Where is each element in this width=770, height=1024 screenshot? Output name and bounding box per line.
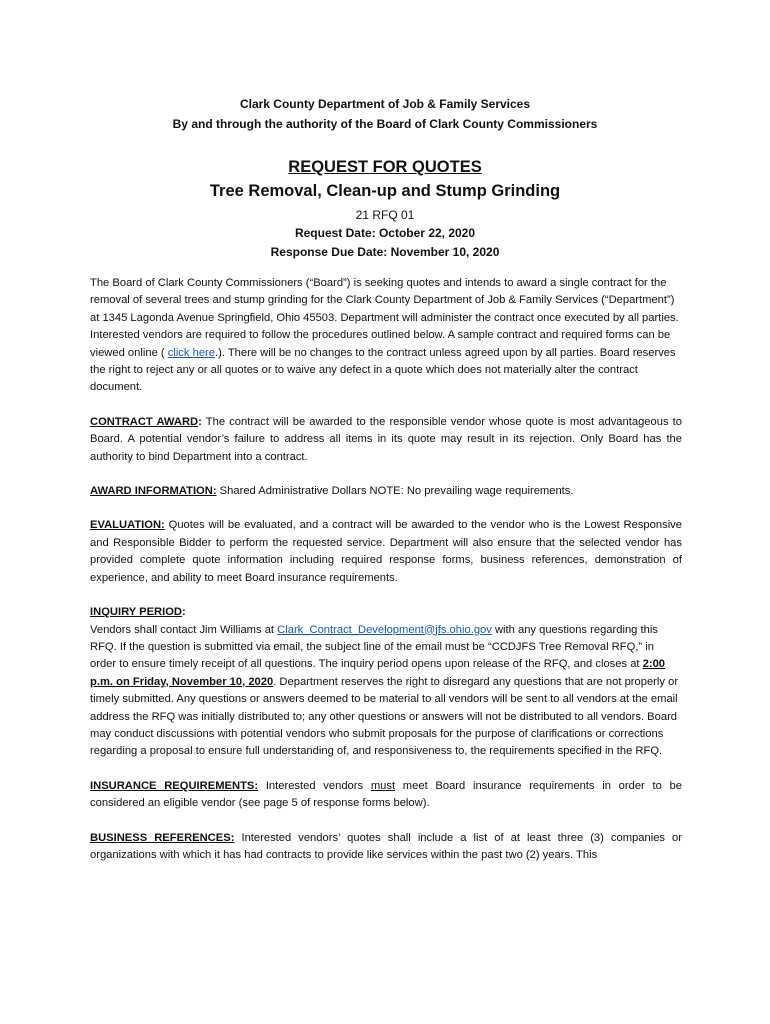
contract-award-heading: CONTRACT AWARD <box>90 415 199 428</box>
inquiry-period-heading: INQUIRY PERIOD <box>90 606 183 619</box>
contract-award-section: CONTRACT AWARD: The contract will be awarded to the responsible vendor whose quote is most advantageous to Board. A potential vendor’s failure to address all items in its quote may result in its rejection. Only Board has the authority to bind Department into a contract. <box>90 415 682 463</box>
response-due-date: Response Due Date: November 10, 2020 <box>270 245 500 259</box>
rfq-number: 21 RFQ 01 <box>355 208 415 222</box>
award-information-heading: AWARD INFORMATION: <box>90 485 217 498</box>
business-references-heading: BUSINESS REFERENCES: <box>90 831 235 844</box>
contact-email-link[interactable]: Clark_Contract_Development@jfs.ohio.gov <box>277 623 492 636</box>
must-emphasis: must <box>370 779 396 792</box>
document-header <box>0 94 770 134</box>
business-references-section: BUSINESS REFERENCES: Interested vendors’ quotes shall include a list of at least three (3) companies or organizations with which it has had contracts to provide like services within the past two (2) years. This <box>90 831 682 861</box>
click-here-link[interactable]: click here <box>167 346 215 359</box>
evaluation-section: EVALUATION: Quotes will be evaluated, and a contract will be awarded to the vendor who is the Lowest Responsive and Responsible Bidder to perform the requested service. Department will also ensure that the selected vendor has provided complete quote information including required response forms, business references, demonstration of experience, and ability to meet Board insurance requirements. <box>90 519 682 584</box>
title-block <box>0 155 770 262</box>
insurance-section: INSURANCE REQUIREMENTS: Interested vendors must meet Board insurance requirements in order to be considered an eligible vendor (see page 5 of response forms below). <box>90 779 682 810</box>
authority-line: By and through the authority of the Board of Clark County Commissioners <box>172 117 598 131</box>
document-subtitle: Tree Removal, Clean-up and Stump Grinding <box>209 182 561 200</box>
document-body <box>90 275 682 881</box>
evaluation-heading: EVALUATION: <box>90 519 165 532</box>
inquiry-period-section: INQUIRY PERIOD: Vendors shall contact Jim Williams at Clark_Contract_Development@jfs.ohio.gov with any questions regarding this RFQ. If the question is submitted via email, the subject line of the email must be “CCDJFS Tree Removal RFQ,” in order to ensure timely receipt of all questions. The inquiry period opens upon release of the RFQ, and closes at 2:00 p.m. on Friday, November 10, 2020. Department reserves the right to disregard any questions that are not properly or timely submitted. Any questions or answers deemed to be material to all vendors will be sent to all vendors at the email address the RFQ was initially distributed to; any other questions or answers will not be distributed to all vendors. Board may conduct discussions with potential vendors who submit proposals for the purpose of clarifications or corrections regarding a proposal to ensure full understanding of, and responsiveness to, the requirements specified in the RFQ. <box>90 606 679 758</box>
document-title: REQUEST FOR QUOTES <box>288 158 482 176</box>
award-information-section: AWARD INFORMATION: Shared Administrative Dollars NOTE: No prevailing wage requirements. <box>90 485 574 498</box>
request-date: Request Date: October 22, 2020 <box>294 226 476 240</box>
insurance-heading: INSURANCE REQUIREMENTS: <box>90 779 259 792</box>
intro-paragraph: The Board of Clark County Commissioners (“Board”) is seeking quotes and intends to award a single contract for the removal of several trees and stump grinding for the Clark County Department of Job & Family Services (“Department”) at 1345 Lagonda Avenue Springfield, Ohio 45503. Department will administer the contract once executed by all parties. Interested vendors are required to follow the procedures outlined below. A sample contract and required forms can be viewed online ( click here.). There will be no changes to the contract unless agreed upon by all parties. Board reserves the right to reject any or all quotes or to waive any defect in a quote which does not materially alter the contract document. <box>90 277 679 394</box>
org-name: Clark County Department of Job & Family Services <box>239 97 531 111</box>
inquiry-deadline: 2:00 p.m. on Friday, November 10, 2020 <box>90 658 666 688</box>
